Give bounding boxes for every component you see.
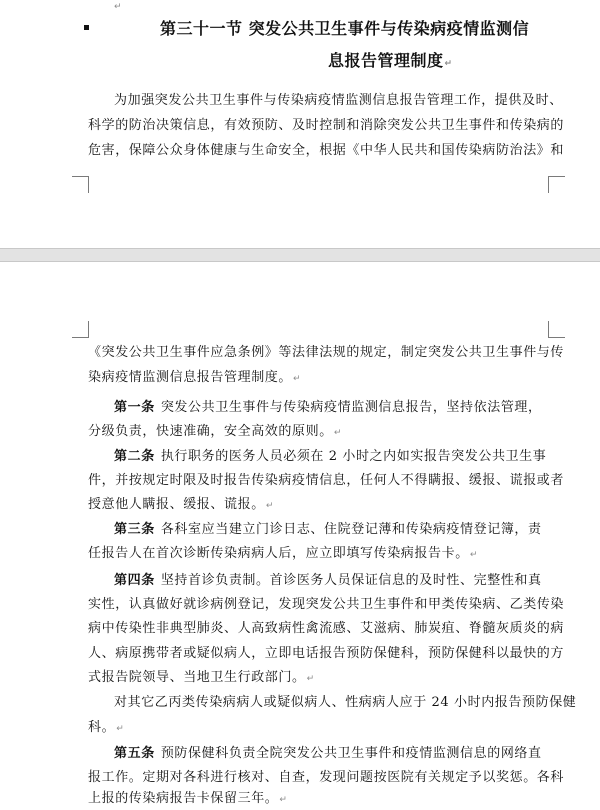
document-title-line-2: 息报告管理制度↵ [328,51,453,70]
bullet-mark [84,25,89,30]
document-page-2 [0,262,600,809]
article-5-heading: 第五条 [114,746,155,761]
article-2-heading: 第二条 [114,449,155,464]
paragraph-mark: ↵ [114,2,122,12]
article-4-line-5: 式报告院领导、当地卫生行政部门。↵ [88,670,315,685]
article-4-heading: 第四条 [114,573,155,588]
article-3-heading: 第三条 [114,522,155,537]
article-5-line-2: 报工作。定期对各科进行核对、自查，发现问题按医院有关规定予以奖惩。各科 [88,770,565,785]
page-separator [0,248,600,262]
article-1-line-1: 第一条 突发公共卫生事件与传染病疫情监测信息报告，坚持依法管理， [114,400,542,415]
other-diseases-line-1: 对其它乙丙类传染病病人或疑似病人、性病病人应于 24 小时内报告预防保健 [114,695,577,710]
crop-mark-top-right [548,321,565,338]
intro-line-2: 科学的防治决策信息，有效预防、及时控制和消除突发公共卫生事件和传染病的 [88,118,565,133]
continued-line-2: 染病疫情监测信息报告管理制度。↵ [88,370,302,385]
article-4-line-1: 第四条 坚持首诊负责制。首诊医务人员保证信息的及时性、完整性和真 [114,573,542,588]
crop-mark-top-left [72,321,89,338]
document-title-line-1: 第三十一节 突发公共卫生事件与传染病疫情监测信 [160,19,530,38]
article-4-line-4: 人、病原携带者或疑似病人，立即电话报告预防保健科，预防保健科以最快的方 [88,646,565,661]
article-1-line-2: 分级负责，快速准确，安全高效的原则。↵ [88,424,342,439]
article-1-heading: 第一条 [114,400,155,415]
article-3-line-1: 第三条 各科室应当建立门诊日志、住院登记薄和传染病疫情登记簿，责 [114,522,542,537]
article-5-line-3: 上报的传染病报告卡保留三年。↵ [88,791,288,806]
article-2-line-3: 授意他人瞒报、缓报、谎报。↵ [88,497,274,512]
article-5-line-1: 第五条 预防保健科负责全院突发公共卫生事件和疫情监测信息的网络直 [114,746,542,761]
intro-line-3: 危害，保障公众身体健康与生命安全，根据《中华人民共和国传染病防治法》和 [88,143,565,158]
crop-mark-bottom-right [548,176,565,193]
article-3-line-2: 任报告人在首次诊断传染病病人后，应立即填写传染病报告卡。↵ [88,546,478,561]
continued-line-1: 《突发公共卫生事件应急条例》等法律法规的规定，制定突发公共卫生事件与传 [88,345,565,360]
article-4-line-3: 病中传染性非典型肺炎、人高致病性禽流感、艾滋病、肺炭疽、脊髓灰质炎的病 [88,621,565,636]
other-diseases-line-2: 科。↵ [88,720,125,735]
document-page-1 [0,0,600,248]
article-2-line-1: 第二条 执行职务的医务人员必须在 2 小时之内如实报告突发公共卫生事 [114,449,547,464]
article-2-line-2: 件，并按规定时限及时报告传染病疫情信息，任何人不得瞒报、缓报、谎报或者 [88,473,565,488]
article-4-line-2: 实性，认真做好就诊病例登记，发现突发公共卫生事件和甲类传染病、乙类传染 [88,597,565,612]
intro-line-1: 为加强突发公共卫生事件与传染病疫情监测信息报告管理工作，提供及时、 [114,93,563,108]
crop-mark-bottom-left [72,176,89,193]
